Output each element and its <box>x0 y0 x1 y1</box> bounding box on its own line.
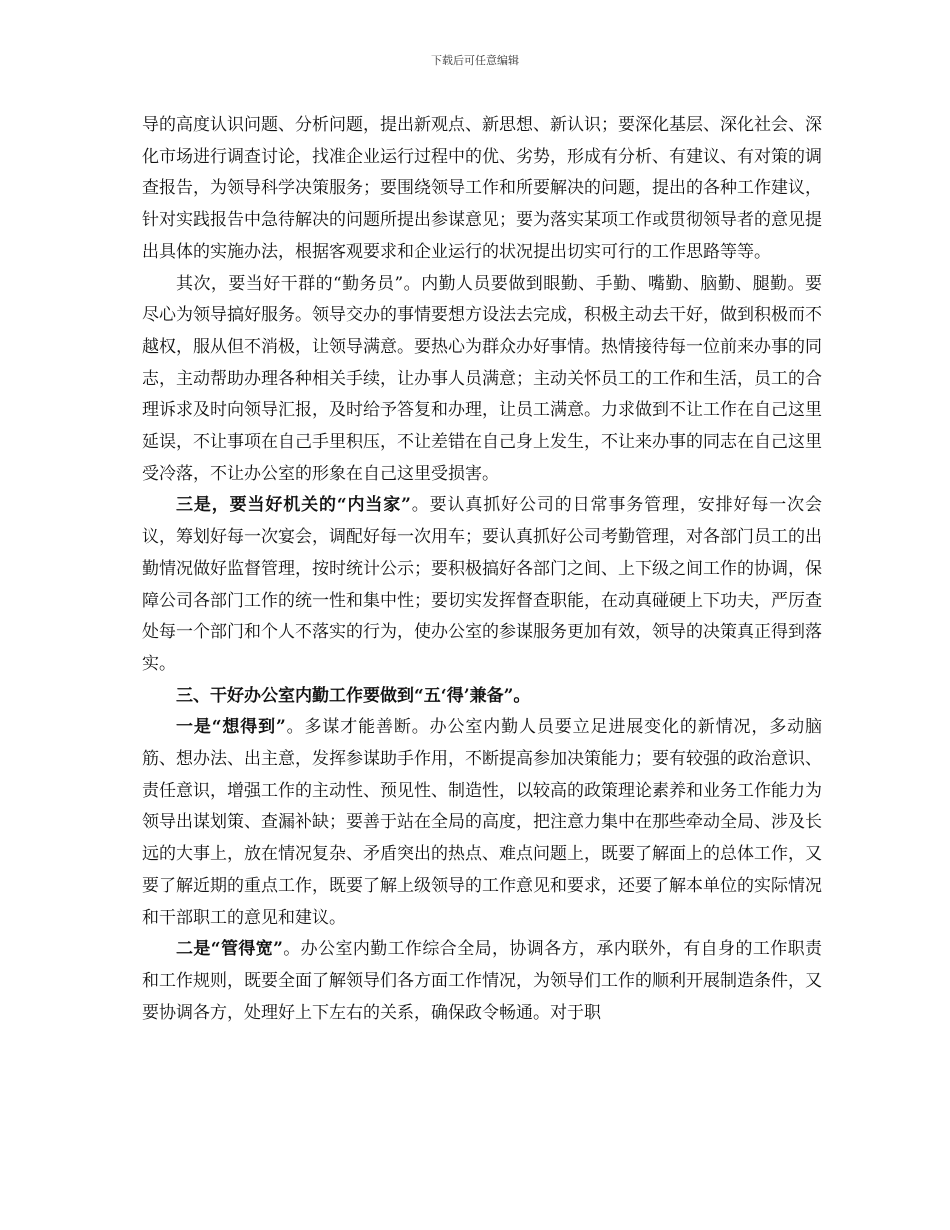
paragraph-lead-body: 。办公室内勤工作综合全局，协调各方，承内联外，有自身的工作职责和工作规则，既要全面了解领导们各方面工作情况，为领导们工作的顺利开展制造条件，又要协调各方，处理好上下左右的关系，确保政令畅通。对于职 <box>142 939 823 1023</box>
paragraph-guandekuan <box>142 934 822 1029</box>
paragraph-lead-bold: 一是“想得到” <box>176 717 286 738</box>
paragraph-lead-body: 。要认真抓好公司的日常事务管理，安排好每一次会议，筹划好每一次宴会，调配好每一次用车；要认真抓好公司考勤管理，对各部门员工的出勤情况做好监督管理，按时统计公示；要积极搞好各部门之间、上下级之间工作的协调，保障公司各部门工作的统一性和集中性；要切实发挥督查职能，在动真碰硬上下功夫，严厉查处每一个部门和个人不落实的行为，使办公室的参谋服务更加有效，领导的决策真正得到落实。 <box>142 495 823 674</box>
paragraph-lead-body: 。多谋才能善断。办公室内勤人员要立足进展变化的新情况，多动脑筋、想办法、出主意，发挥参谋助手作用，不断提高参加决策能力；要有较强的政治意识、责任意识，增强工作的主动性、预见性、制造性，以较高的政策理论素养和业务工作能力为领导出谋划策、查漏补缺；要善于站在全局的高度，把注意力集中在那些牵动全局、涉及长远的大事上，放在情况复杂、矛盾突出的热点、难点问题上，既要了解面上的总体工作，又要了解近期的重点工作，既要了解上级领导的工作意见和要求，还要了解本单位的实际情况和干部职工的意见和建议。 <box>142 717 822 928</box>
paragraph-lead-bold: 二是“管得宽” <box>176 939 283 960</box>
section-heading-three: 三、干好办公室内勤工作要做到“五‘得’兼备”。 <box>176 685 531 706</box>
paragraph-xiangdedao <box>142 712 822 934</box>
page-header: 下载后可任意编辑 <box>431 54 519 67</box>
paragraph-continuation: 导的高度认识问题、分析问题，提出新观点、新思想、新认识；要深化基层、深化社会、深化市场进行调查讨论，找准企业运行过程中的优、劣势，形成有分析、有建议、有对策的调查报告，为领导科学决策服务；要围绕领导工作和所要解决的问题，提出的各种工作建议，针对实践报告中急待解决的问题所提出参谋意见；要为落实某项工作或贯彻领导者的意见提出具体的实施办法，根据客观要求和企业运行的状况提出切实可行的工作思路等等。 <box>142 115 822 262</box>
paragraph-neidangjia <box>142 490 822 680</box>
paragraph-lead-bold: 三是，要当好机关的“内当家” <box>176 495 411 516</box>
paragraph-qinwuyuan: 其次，要当好干群的“勤务员”。内勤人员要做到眼勤、手勤、嘴勤、脑勤、腿勤。要尽心为领导搞好服务。领导交办的事情要想方设法去完成，积极主动去干好，做到积极而不越权，服从但不消极，让领导满意。要热心为群众办好事情。热情接待每一位前来办事的同志，主动帮助办理各种相关手续，让办事人员满意；主动关怀员工的工作和生活，员工的合理诉求及时向领导汇报，及时给予答复和办理，让员工满意。力求做到不让工作在自己这里延误，不让事项在自己手里积压，不让差错在自己身上发生，不让来办事的同志在自己这里受冷落，不让办公室的形象在自己这里受损害。 <box>142 273 822 484</box>
document-body <box>142 110 822 1029</box>
